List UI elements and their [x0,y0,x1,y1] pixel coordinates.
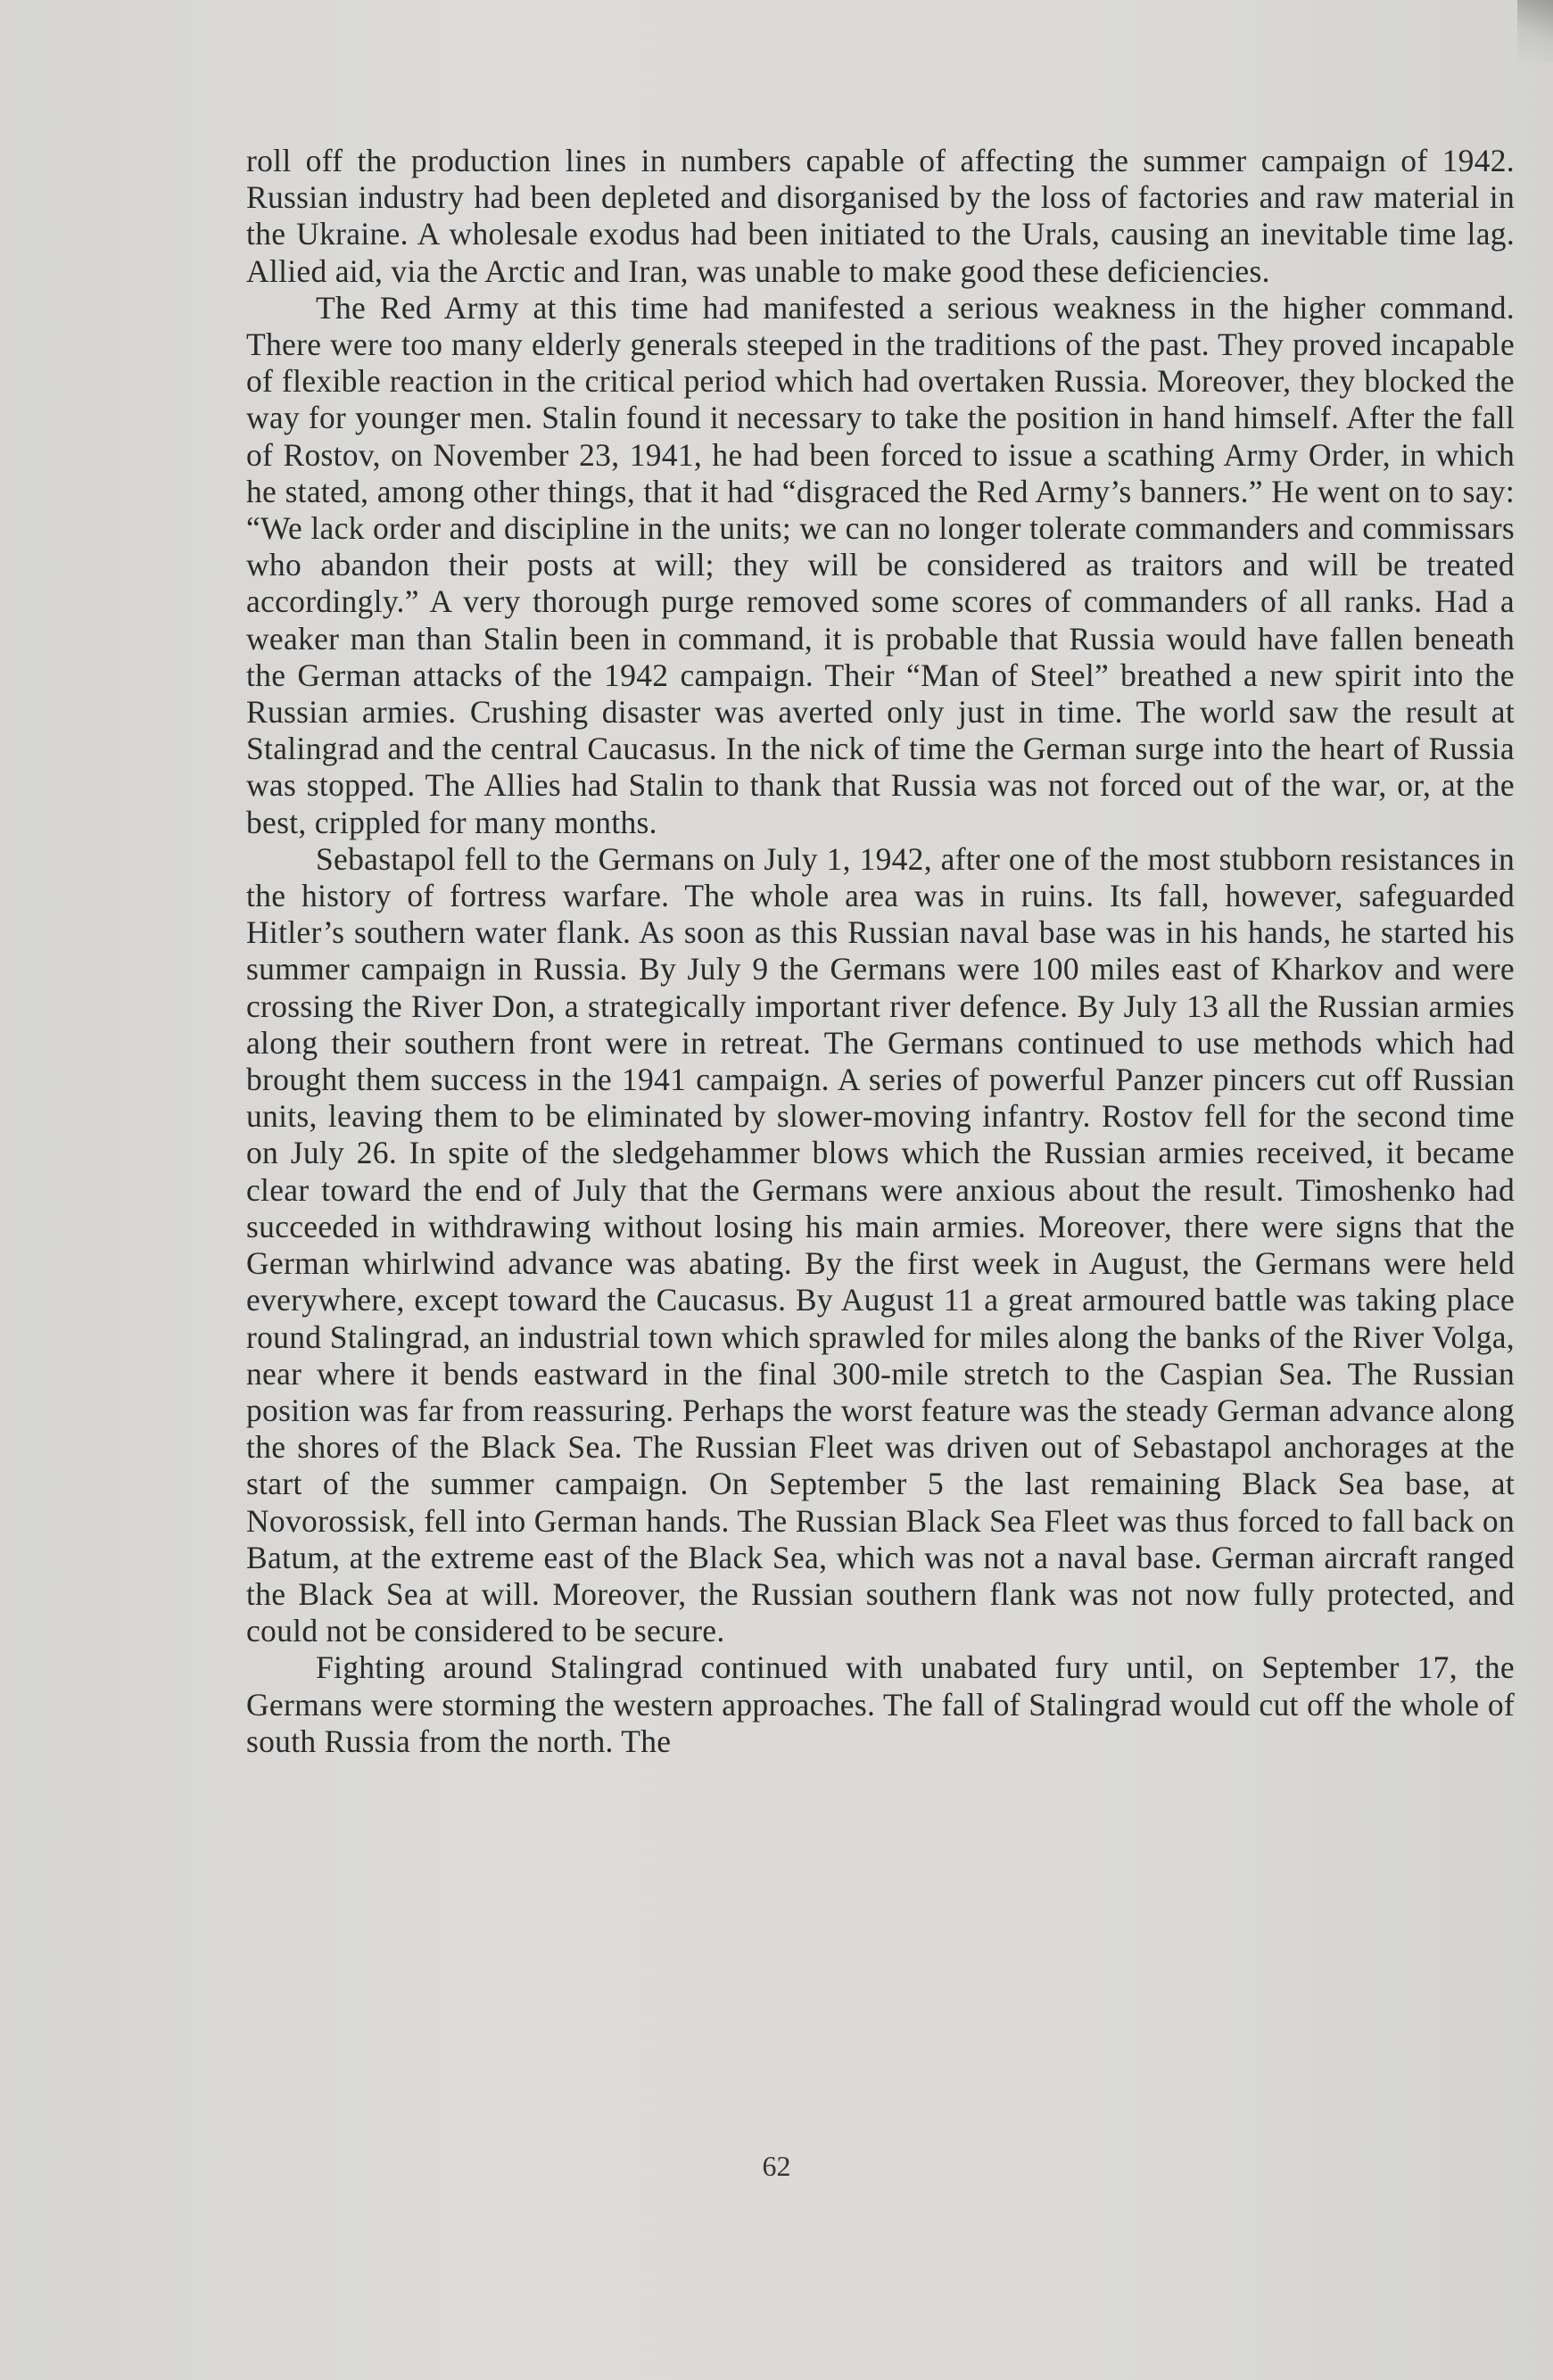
body-text [246,143,1515,1760]
page-number: 62 [762,2150,791,2182]
paragraph-1: roll off the production lines in numbers capable of affecting the summer campaign of 1942. Russian industry had been depleted and disorganised by the loss of factories and raw material in the Ukraine. A wholesale exodus had been initiated to the Urals, causing an inevitable time lag. Allied aid, via the Arctic and Iran, was unable to make good these deficiencies. [246,143,1515,289]
paragraph-2: The Red Army at this time had manifested a serious weakness in the higher command. There were too many elderly generals steeped in the traditions of the past. They proved incapable of flexible reaction in the critical period which had overtaken Russia. Moreover, they blocked the way for younger men. Stalin found it necessary to take the position in hand himself. After the fall of Rostov, on November 23, 1941, he had been forced to issue a scathing Army Order, in which he stated, among other things, that it had “disgraced the Red Army’s banners.” He went on to say: “We lack order and discipline in the units; we can no longer tolerate commanders and commissars who abandon their posts at will; they will be considered as traitors and will be treated accordingly.” A very thorough purge removed some scores of commanders of all ranks. Had a weaker man than Stalin been in command, it is probable that Russia would have fallen beneath the German attacks of the 1942 campaign. Their “Man of Steel” breathed a new spirit into the Russian armies. Crushing disaster was averted only just in time. The world saw the result at Stalingrad and the central Caucasus. In the nick of time the German surge into the heart of Russia was stopped. The Allies had Stalin to thank that Russia was not forced out of the war, or, at the best, crippled for many months. [246,289,1515,840]
page-corner-shadow [1517,0,1553,62]
paragraph-3: Sebastapol fell to the Germans on July 1, 1942, after one of the most stubborn resistances in the history of fortress warfare. The whole area was in ruins. Its fall, however, safeguarded Hitler’s southern water flank. As soon as this Russian naval base was in his hands, he started his summer campaign in Russia. By July 9 the Germans were 100 miles east of Kharkov and were crossing the River Don, a strategically important river defence. By July 13 all the Russian armies along their southern front were in retreat. The Germans continued to use methods which had brought them success in the 1941 campaign. A series of powerful Panzer pincers cut off Russian units, leaving them to be eliminated by slower-moving infantry. Rostov fell for the second time on July 26. In spite of the sledgehammer blows which the Russian armies received, it became clear toward the end of July that the Germans were anxious about the result. Timoshenko had succeeded in withdrawing without losing his main armies. Moreover, there were signs that the German whirlwind advance was abating. By the first week in August, the Germans were held everywhere, except toward the Caucasus. By August 11 a great armoured battle was taking place round Stalingrad, an industrial town which sprawled for miles along the banks of the River Volga, near where it bends eastward in the final 300-mile stretch to the Caspian Sea. The Russian position was far from reassuring. Perhaps the worst feature was the steady German advance along the shores of the Black Sea. The Russian Fleet was driven out of Sebastapol anchorages at the start of the summer campaign. On September 5 the last remaining Black Sea base, at Novorossisk, fell into German hands. The Russian Black Sea Fleet was thus forced to fall back on Batum, at the extreme east of the Black Sea, which was not a naval base. German aircraft ranged the Black Sea at will. Moreover, the Russian southern flank was not now fully protected, and could not be considered to be secure. [246,840,1515,1649]
paragraph-4: Fighting around Stalingrad continued with unabated fury until, on September 17, the Germans were storming the western approaches. The fall of Stalingrad would cut off the whole of south Russia from the north. The [246,1649,1515,1759]
